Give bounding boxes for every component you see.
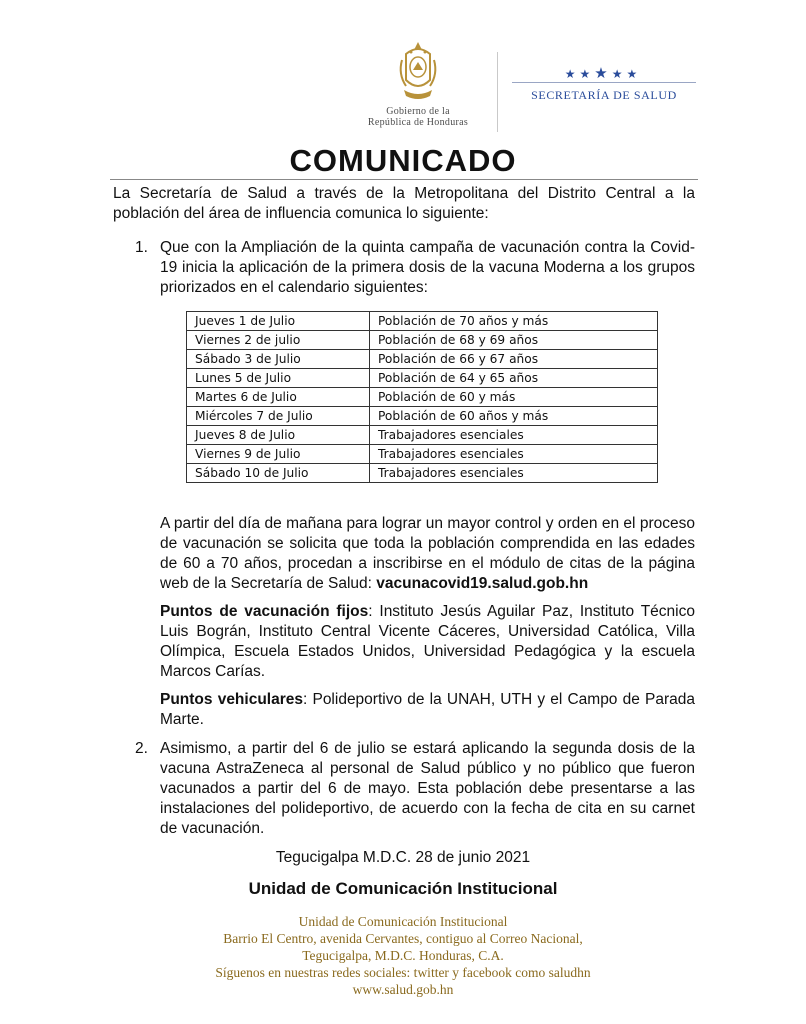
- footer-address: [0, 913, 806, 998]
- vehicle-points-paragraph: [160, 690, 695, 730]
- fixed-points-paragraph: [160, 602, 695, 682]
- vehicle-points-label: Puntos vehiculares: [160, 691, 303, 708]
- schedule-group: Población de 60 años y más: [370, 407, 658, 426]
- table-row: [187, 445, 658, 464]
- letterhead: [0, 0, 806, 140]
- government-line-1: Gobierno de la: [386, 106, 450, 117]
- star-icon: ★: [626, 67, 642, 81]
- registration-text: A partir del día de mañana para lograr un mayor control y orden en el proceso de vacunación se solicita que toda la población comprendida en las edades de 60 a 70 años, procedan a inscribirse en el módulo de citas de la página web de la Secretaría de Salud:: [160, 515, 695, 592]
- government-line-2: República de Honduras: [367, 117, 469, 128]
- schedule-group: Población de 60 y más: [370, 388, 658, 407]
- footer-line-4: Síguenos en nuestras redes sociales: twitter y facebook como saludhn: [215, 965, 591, 980]
- table-row: [187, 331, 658, 350]
- footer-website[interactable]: www.salud.gob.hn: [352, 982, 454, 997]
- footer-line-1: Unidad de Comunicación Institucional: [298, 914, 508, 929]
- schedule-group: Población de 68 y 69 años: [370, 331, 658, 350]
- signature-unit: Unidad de Comunicación Institucional: [248, 879, 558, 898]
- schedule-date: Sábado 3 de Julio: [187, 350, 370, 369]
- item-2-text: Asimismo, a partir del 6 de julio se estará aplicando la segunda dosis de la vacuna AstraZeneca al personal de Salud público y no público que fueron vacunados a partir del 6 de mayo. Esta población debe presentarse a las instalaciones del polideportivo, de acuerdo con la fecha de cita en su carnet de vacunación.: [160, 740, 695, 837]
- schedule-date: Martes 6 de Julio: [187, 388, 370, 407]
- table-row: [187, 350, 658, 369]
- schedule-group: Población de 70 años y más: [370, 312, 658, 331]
- vehicle-points-text: : Polideportivo de la UNAH, UTH y el Campo de Parada Marte.: [160, 691, 695, 728]
- schedule-date: Viernes 2 de julio: [187, 331, 370, 350]
- table-row: [187, 312, 658, 331]
- table-row: [187, 426, 658, 445]
- ministry-rule: [512, 82, 696, 83]
- star-icon: ★: [564, 67, 580, 81]
- star-icon: ★: [579, 67, 595, 81]
- schedule-date: Miércoles 7 de Julio: [187, 407, 370, 426]
- schedule-date: Lunes 5 de Julio: [187, 369, 370, 388]
- header-divider: [497, 52, 498, 132]
- schedule-date: Viernes 9 de Julio: [187, 445, 370, 464]
- government-label: [358, 106, 478, 128]
- schedule-group: Trabajadores esenciales: [370, 464, 658, 483]
- fixed-points-label: Puntos de vacunación fijos: [160, 603, 369, 620]
- schedule-group: Población de 66 y 67 años: [370, 350, 658, 369]
- item-1-number: 1.: [135, 239, 148, 256]
- schedule-group: Trabajadores esenciales: [370, 445, 658, 464]
- schedule-date: Jueves 1 de Julio: [187, 312, 370, 331]
- table-row: [187, 369, 658, 388]
- schedule-date: Jueves 8 de Julio: [187, 426, 370, 445]
- table-row: [187, 388, 658, 407]
- item-2-number: 2.: [135, 740, 148, 757]
- schedule-date: Sábado 10 de Julio: [187, 464, 370, 483]
- ministry-name: SECRETARÍA DE SALUD: [531, 88, 677, 102]
- registration-paragraph: [160, 514, 695, 594]
- schedule-group: Población de 64 y 65 años: [370, 369, 658, 388]
- footer-line-3: Tegucigalpa, M.D.C. Honduras, C.A.: [302, 948, 504, 963]
- fixed-points-text: : Instituto Jesús Aguilar Paz, Instituto Técnico Luis Bográn, Instituto Central Vicente Cáceres, Universidad Católica, Villa Olímpica, Escuela Estados Unidos, Universidad Pedagógica y la escuela Marcos Carías.: [160, 603, 695, 680]
- registration-link[interactable]: vacunacovid19.salud.gob.hn: [376, 575, 589, 592]
- schedule-group: Trabajadores esenciales: [370, 426, 658, 445]
- footer-line-2: Barrio El Centro, avenida Cervantes, contiguo al Correo Nacional,: [223, 931, 583, 946]
- star-icon: ★: [611, 67, 627, 81]
- item-1-text: Que con la Ampliación de la quinta campaña de vacunación contra la Covid-19 inicia la aplicación de la primera dosis de la vacuna Moderna a los grupos priorizados en el calendario siguientes:: [160, 239, 695, 296]
- table-row: [187, 464, 658, 483]
- intro-paragraph: La Secretaría de Salud a través de la Metropolitana del Distrito Central a la población del área de influencia comunica lo siguiente:: [113, 185, 695, 222]
- star-icon: ★: [594, 65, 612, 82]
- title-underline: [110, 179, 698, 180]
- document-date: Tegucigalpa M.D.C. 28 de junio 2021: [275, 849, 531, 866]
- table-row: [187, 407, 658, 426]
- document-title: COMUNICADO: [289, 143, 517, 178]
- vaccination-schedule-table: [186, 311, 658, 483]
- stars-row: [558, 64, 648, 82]
- honduras-coat-of-arms-icon: [396, 40, 440, 102]
